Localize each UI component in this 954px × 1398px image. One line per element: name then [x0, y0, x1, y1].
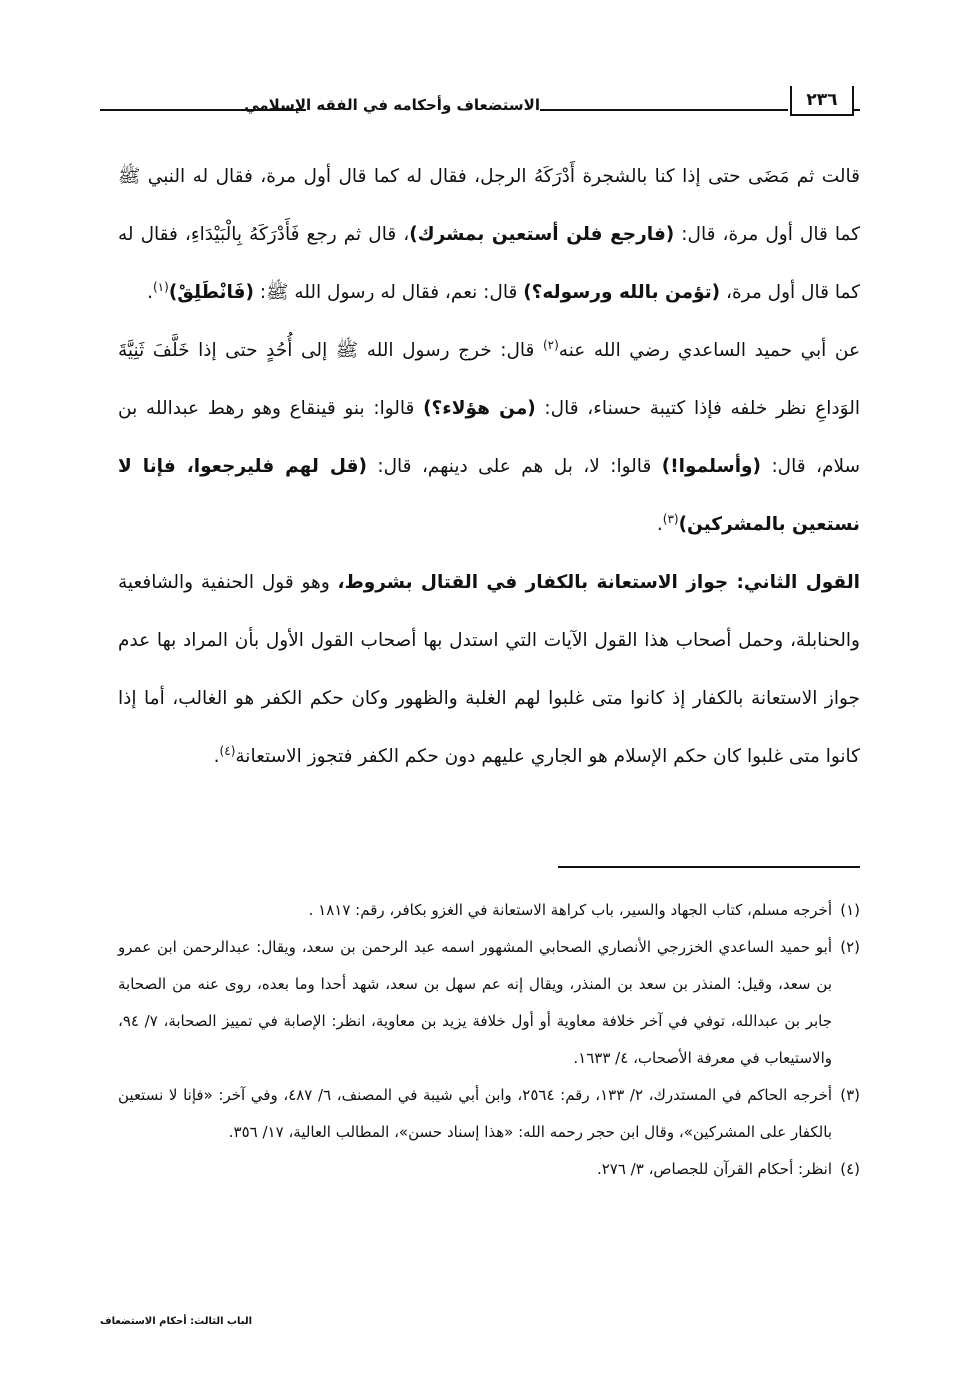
footnote	[118, 1151, 860, 1188]
footnotes	[118, 892, 860, 1188]
text-segment: ، قال ثم رجع فَأَدْرَكَهُ بِالْبَيْدَاءِ، فقال له كما قال أول مرة،	[118, 224, 860, 303]
footnote-marker[interactable]: (٤)	[219, 743, 236, 758]
page-number: ٢٣٦	[790, 86, 854, 116]
text-segment: .	[147, 282, 153, 303]
text-segment: قالوا: لا، بل هم على دينهم، قال:	[366, 456, 662, 477]
header-title: الاستضعاف وأحكامه في الفقه الإسلامي	[244, 96, 540, 114]
text-segment: عن أبي حميد الساعدي رضي الله عنه	[558, 340, 860, 361]
text-segment: قال: نعم، فقال له رسول الله ﷺ:	[253, 282, 524, 303]
body-text	[118, 148, 860, 786]
footnote-text: أخرجه الحاكم في المستدرك، ٢/ ١٣٣، رقم: ٢٥٦٤، وابن أبي شيبة في المصنف، ٦/ ٤٨٧، وفي آخر: «فإنا لا نستعين بالكفار على المشركين»، وقال ابن حجر رحمه الله: «هذا إسناد حسن»، المطالب العالية، ١٧/ ٣٥٦.	[118, 1086, 833, 1141]
footnote-marker[interactable]: (٣)	[662, 511, 679, 526]
footnote-text: أبو حميد الساعدي الخزرجي الأنصاري الصحابي المشهور اسمه عبد الرحمن بن سعد، ويقال: عبدالرحمن ابن عمرو بن سعد، وقيل: المنذر بن سعد بن المنذر، ويقال إنه عم سهل بن سعد، شهد أحدا وما بعده، روى عنه من الصحابة جابر بن عبدالله، توفي في آخر خلافة معاوية أو أول خلافة يزيد بن معاوية، انظر: الإصابة في تمييز الصحابة، ٧/ ٩٤، والاستيعاب في معرفة الأصحاب، ٤/ ١٦٣٣.	[118, 938, 832, 1067]
footnote	[118, 892, 860, 929]
paragraph	[118, 554, 860, 786]
footnote	[118, 929, 860, 1077]
footnote-marker[interactable]: (٢)	[542, 337, 559, 352]
footnote-text: أخرجه مسلم، كتاب الجهاد والسير، باب كراهة الاستعانة في الغزو بكافر، رقم: ١٨١٧ .	[308, 901, 832, 919]
footnote-number: (٤)	[840, 1160, 860, 1178]
footnote-number: (١)	[840, 901, 860, 919]
bold-text: (فارجع فلن أستعين بمشرك)	[409, 224, 675, 245]
footnote-number: (٣)	[840, 1086, 860, 1104]
bold-text: (تؤمن بالله ورسوله؟)	[523, 282, 721, 303]
text-segment: قالوا: بنو قينقاع وهو رهط عبدالله بن سلام، قال:	[118, 398, 861, 477]
footnote	[118, 1077, 860, 1151]
text-segment: وهو قول الحنفية والشافعية والحنابلة، وحمل أصحاب هذا القول الآيات التي استدل بها أصحاب القول الأول بأن المراد بها عدم جواز الاستعانة بالكفار إذ كانوا متى غلبوا لهم الغلبة والظهور وكان حكم الكفر هو الغالب، أما إذا كانوا متى غلبوا كان حكم الإسلام هو الجاري عليهم دون حكم الكفر فتجوز الاستعانة	[118, 572, 860, 767]
bold-text: (قل لهم فليرجعوا، فإنا لا نستعين بالمشركين)	[118, 456, 860, 535]
footnote-separator	[558, 866, 860, 868]
bold-text: (فَانْطَلِقْ)	[168, 282, 254, 303]
footnote-number: (٢)	[840, 938, 860, 956]
text-segment: قالت ثم مَضَى حتى إذا كنا بالشجرة أَدْرَكَهُ الرجل، فقال له كما قال أول مرة، فقال له النبي ﷺ كما قال أول مرة، قال:	[118, 166, 860, 245]
footnote-marker[interactable]: (١)	[152, 279, 169, 294]
bold-text: القول الثاني: جواز الاستعانة بالكفار في القتال بشروط،	[337, 572, 860, 593]
text-segment: قال: خرج رسول الله ﷺ إلى أُحُدٍ حتى إذا خَلَّفَ ثَنِيَّةَ الوَداعِ نظر خلفه فإذا كتيبة حسناء، قال:	[118, 340, 860, 419]
paragraph	[118, 148, 860, 322]
text-segment: .	[213, 746, 220, 767]
paragraph	[118, 322, 860, 554]
bold-text: (من هؤلاء؟)	[423, 398, 536, 419]
header-rule-right	[852, 109, 860, 111]
text-segment: .	[656, 514, 663, 535]
running-footer: الباب الثالث: أحكام الاستضعاف	[100, 1316, 253, 1327]
footnote-text: انظر: أحكام القرآن للجصاص، ٣/ ٢٧٦.	[596, 1160, 832, 1178]
running-header	[100, 84, 860, 124]
bold-text: (وأسلموا!)	[661, 456, 762, 477]
header-rule-middle	[540, 109, 788, 111]
